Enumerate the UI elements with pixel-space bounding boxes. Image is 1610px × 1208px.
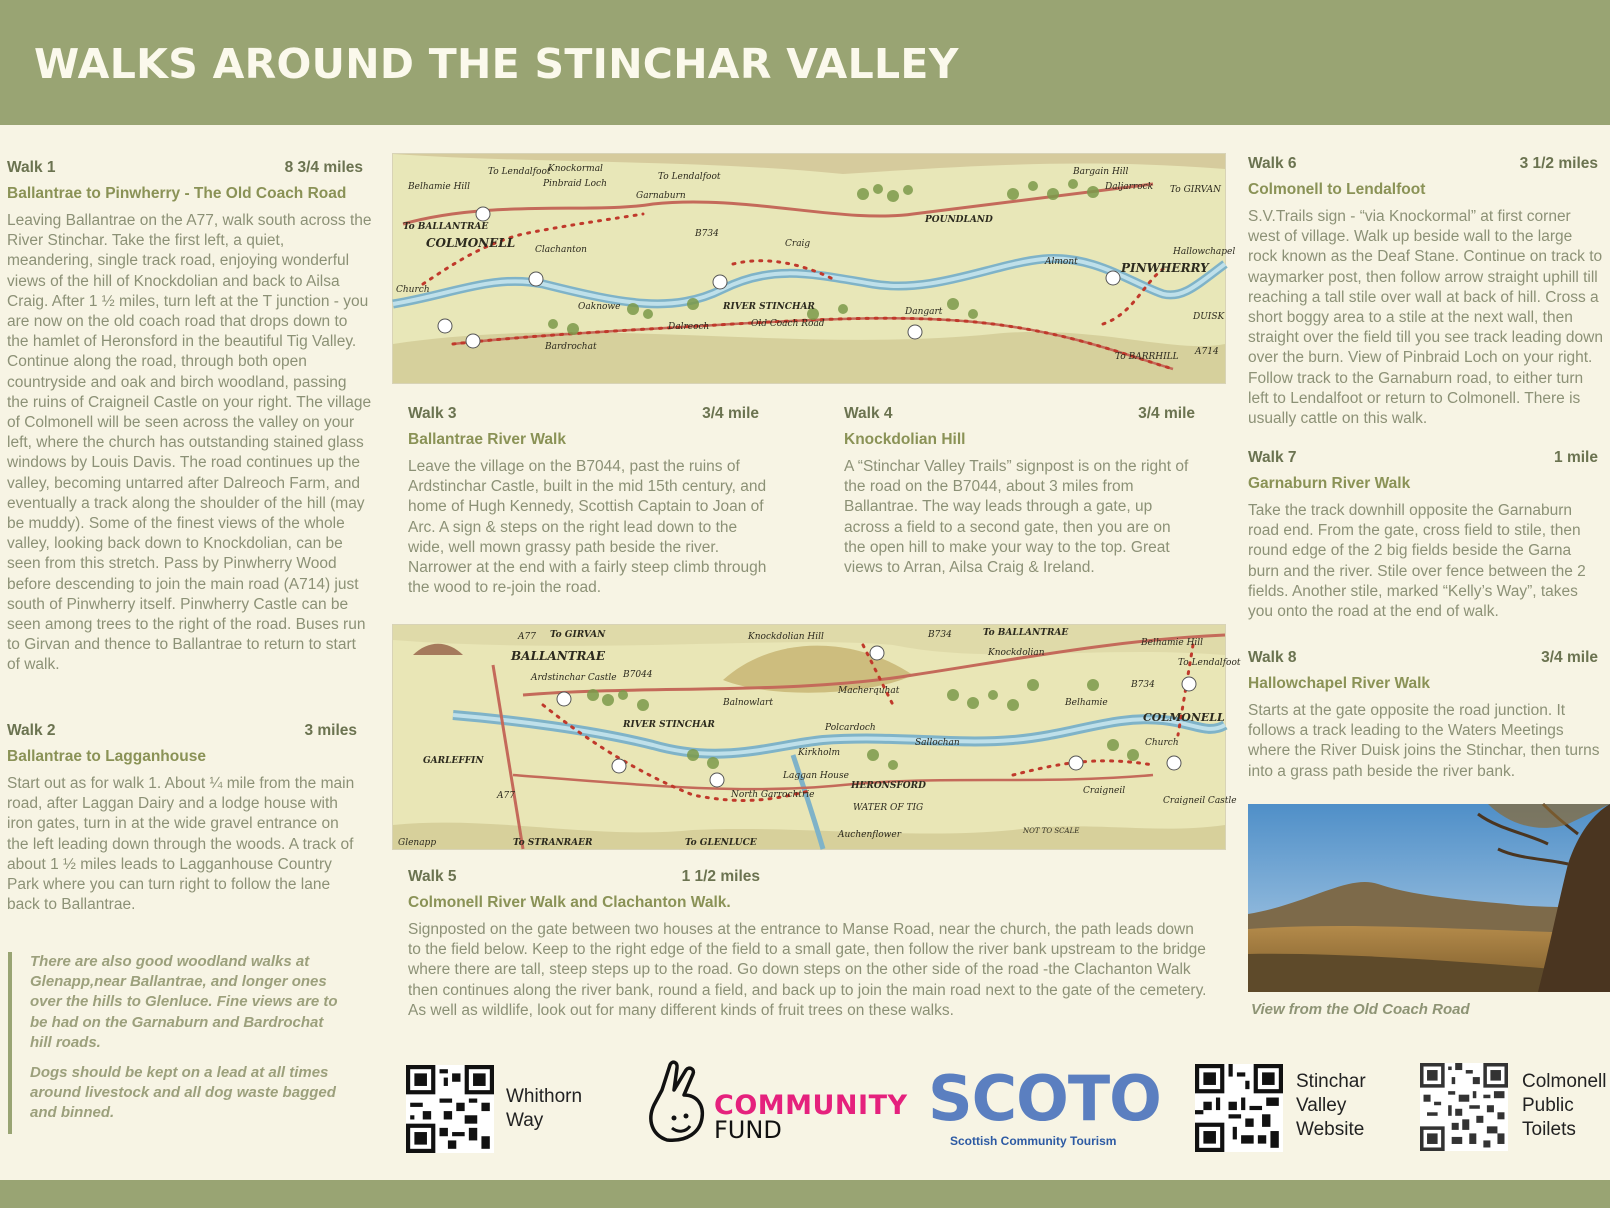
walk-4 — [844, 405, 1195, 578]
walk-distance: 3/4 mile — [702, 405, 759, 422]
map-label: Pinbraid Loch — [543, 179, 607, 189]
map-label: To Lendalfoot — [488, 167, 551, 177]
map-label: To GIRVAN — [1170, 185, 1222, 195]
walk-title: Ballantrae to Lagganhouse — [7, 748, 206, 765]
walk-title: Garnaburn River Walk — [1248, 475, 1411, 492]
map-label: Macherquhat — [838, 686, 900, 696]
photo-old-coach-road — [1248, 804, 1610, 992]
map-label: Belhamie — [1065, 698, 1108, 708]
walk-distance: 8 3/4 miles — [284, 159, 363, 176]
walk-title: Colmonell to Lendalfoot — [1248, 181, 1426, 198]
map-label: NOT TO SCALE — [1023, 827, 1080, 835]
map-label: DUISK — [1193, 312, 1225, 322]
map-label: COLMONELL — [1143, 711, 1225, 724]
walk-5 — [408, 868, 1207, 1021]
map-label: BALLANTRAE — [511, 649, 605, 663]
map-label: Clachanton — [535, 245, 587, 255]
map-label: To STRANRAER — [513, 838, 593, 848]
map-label: A77 — [518, 632, 536, 642]
walk-body: A “Stinchar Valley Trails” signpost is on the right of the road on the B7044, about 3 miles from Ballantrae. The way leads through a gate, up across a field to a second gate, then you are on the open hill to make your way to the top. Great views to Arran, Ailsa Craig & Ireland. — [844, 458, 1189, 577]
fund-text: FUND — [714, 1116, 782, 1144]
walk-body: Leaving Ballantrae on the A77, walk south across the River Stinchar. Take the first left, a quiet, meandering, single track road, enjoying wonderful views of the hill of Knockdolian and back to Ailsa Craig. After 1 ½ miles, turn left at the T junction - you are now on the old coach road that drops down to the hamlet of Heronsford in the beautiful Tig Valley. Continue along the road, through both open countryside and oak and birch woodland, passing the ruins of Craigneil Castle on your right. The village of Colmonell will be seen across the valley on your left, where the church has outstanding stained glass windows by Louis Davis. The road continues up the valley, becoming untarred after Dalreoch Farm, and eventually a track along the shoulder of the hill (may be muddy). Some of the finest views of the whole valley, looking back down to Knockdolian, can be seen from this stretch. Pass by Pinwherry Wood before descending to join the main road (A714) just south of Pinwherry itself. Pinwherry Castle can be seen among trees to the right of the road. Buses run to Girvan and thence to Ballantrae to return to start of walk. — [7, 212, 372, 674]
colmonell-public-toilets-label: Colmonell Public Toilets — [1522, 1071, 1607, 1140]
map-label: Craigneil — [1083, 786, 1126, 796]
walk-body: Leave the village on the B7044, past the ruins of Ardstinchar Castle, built in the mid 15th century, and home of Hugh Kennedy, Scottish Captain to Joan of Arc. A sign & steps on the right lead down to the wide, well mown grassy path beside the river. Narrower at the end with a fairly steep climb through the wood to re-join the road. — [408, 458, 767, 597]
map-label: HERONSFORD — [851, 781, 926, 791]
map-label: B734 — [695, 229, 719, 239]
map-label: Church — [1145, 738, 1179, 748]
community-fund-logo — [642, 1060, 908, 1144]
walk-title: Knockdolian Hill — [844, 431, 966, 448]
map-label: B734 — [928, 630, 952, 640]
walk-distance: 1 mile — [1554, 449, 1598, 466]
walk-7 — [1248, 449, 1598, 622]
map-label: Kirkholm — [798, 748, 840, 758]
map-label: Old Coach Road — [751, 319, 825, 329]
map-label: COLMONELL — [426, 236, 516, 250]
footer-bar — [0, 1180, 1610, 1208]
whithorn-way-label: Whithorn Way — [506, 1086, 583, 1131]
walk-body: Take the track downhill opposite the Garnaburn road end. From the gate, cross field to stile, then round edge of the 2 big fields beside the Garna burn and the river. Stile over fence between the 2 fields. Another stile, marked “Kelly’s Way”, takes you onto the road at the end of walk. — [1248, 502, 1586, 621]
map-label: Hallowchapel — [1173, 247, 1236, 257]
map-label: Belhamie Hill — [408, 182, 471, 192]
map-label: Knockormal — [548, 164, 603, 174]
walk-distance: 3/4 mile — [1138, 405, 1195, 422]
walk-distance: 1 1/2 miles — [681, 868, 760, 885]
scoto-subtitle: Scottish Community Tourism — [950, 1134, 1117, 1148]
walk-title: Hallowchapel River Walk — [1248, 675, 1431, 692]
stinchar-valley-website-label: Stinchar Valley Website — [1296, 1071, 1366, 1140]
walk-label: Walk 5 — [408, 868, 457, 885]
map-label: Church — [396, 285, 430, 295]
map-label: A77 — [497, 791, 515, 801]
walk-label: Walk 6 — [1248, 155, 1297, 172]
map-label: To BALLANTRAE — [403, 222, 489, 232]
map-label: Garnaburn — [636, 191, 686, 201]
map-label: Almont — [1045, 257, 1078, 267]
walk-label: Walk 3 — [408, 405, 457, 422]
walk-distance: 3/4 mile — [1541, 649, 1598, 666]
map-label: PINWHERRY — [1121, 261, 1209, 275]
walk-body: S.V.Trails sign - “via Knockormal” at first corner west of village. Walk up beside wall to the large rock known as the Deaf Stane. Continue on track to waymarker post, then follow arrow straight uphill till reaching a tall stile over wall at back of hill. Cross a short boggy area to a stile at the next wall, then straight over the field till you see track leading down over the burn. View of Pinbraid Loch on your right. Follow track to the Garnaburn road, to either turn left to Lendalfoot or return to Colmonell. There is usually cattle on this walk. — [1248, 208, 1603, 428]
map-label: Knockdolian — [988, 648, 1045, 658]
map-label: To BARRHILL — [1115, 352, 1179, 362]
map-label: Bardrochat — [545, 342, 597, 352]
map-label: Glenapp — [398, 838, 437, 848]
map-label: To Lendalfoot — [658, 172, 721, 182]
map-label: Laggan House — [783, 771, 849, 781]
map-upper — [392, 153, 1236, 384]
map-label: A714 — [1195, 347, 1219, 357]
walk-distance: 3 1/2 miles — [1519, 155, 1598, 172]
header-bar — [0, 0, 1610, 125]
map-label: Craig — [785, 239, 811, 249]
map-label: Belhamie Hill — [1141, 638, 1204, 648]
community-text: COMMUNITY — [714, 1090, 908, 1121]
notes-box — [8, 952, 340, 1134]
map-label: To GLENLUCE — [685, 838, 757, 848]
walk-6 — [1248, 155, 1603, 429]
walk-title: Colmonell River Walk and Clachanton Walk. — [408, 894, 731, 911]
walk-label: Walk 2 — [7, 722, 56, 739]
map-label: Polcardoch — [825, 723, 876, 733]
walk-2 — [7, 722, 357, 915]
map-label: Bargain Hill — [1073, 167, 1129, 177]
map-label: B7044 — [623, 670, 653, 680]
note-dogs: Dogs should be kept on a lead at all times around livestock and all dog waste bagged and binned. — [30, 1064, 336, 1122]
scoto-wordmark: SCOTO — [928, 1062, 1161, 1135]
map-label: To GIRVAN — [550, 630, 606, 640]
map-label: To BALLANTRAE — [983, 628, 1069, 638]
map-label: Craigneil Castle — [1163, 796, 1237, 806]
walk-1 — [7, 159, 372, 676]
map-label: POUNDLAND — [925, 215, 993, 225]
page-title: WALKS AROUND THE STINCHAR VALLEY — [34, 40, 959, 88]
walk-label: Walk 8 — [1248, 649, 1297, 666]
map-label: RIVER STINCHAR — [723, 302, 815, 312]
walk-body: Start out as for walk 1. About ¼ mile from the main road, after Laggan Dairy and a lodge house with iron gates, turn in at the wide gravel entrance on the left leading down through the woods. A track of about 1 ½ miles leads to Lagganhouse Country Park where you can turn right to follow the lane back to Ballantrae. — [7, 775, 355, 914]
walk-3 — [408, 405, 767, 598]
map-label: GARLEFFIN — [423, 756, 484, 766]
map-label: Daljarrock — [1105, 182, 1154, 192]
map-label: North Garrochtrie — [731, 790, 815, 800]
walk-body: Signposted on the gate between two houses at the entrance to Manse Road, near the church, the path leads down to the field below. Keep to the right edge of the field to a small gate, then follow the river bank upstream to the bridge where there are tall, steep steps up to the road. Go down steps on the other side of the road -the Clachanton Walk then continues along the river bank, round a field, and back up to join the main road next to the gate of the cemetery. As well as wildlife, look out for many different kinds of fruit trees on these walks. — [408, 921, 1207, 1019]
walk-distance: 3 miles — [304, 722, 357, 739]
walk-8 — [1248, 649, 1598, 782]
walk-label: Walk 1 — [7, 159, 56, 176]
map-label: Dalreoch — [668, 322, 710, 332]
map-upper-drawing — [393, 154, 1236, 383]
map-label: Knockdolian Hill — [748, 632, 824, 642]
map-label: RIVER STINCHAR — [623, 720, 715, 730]
map-label: To Lendalfoot — [1178, 658, 1241, 668]
map-label: B734 — [1131, 680, 1155, 690]
map-label: Sallochan — [915, 738, 960, 748]
note-woodland: There are also good woodland walks at Glenapp,near Ballantrae, and longer ones over the hills to Glenluce. Fine views are to be had on the Garnaburn and Bardrochat hill roads. — [30, 953, 338, 1051]
map-label: Dangart — [905, 307, 943, 317]
scoto-logo — [928, 1062, 1161, 1156]
map-label: Auchenflower — [838, 830, 902, 840]
map-label: Balnowlart — [723, 698, 773, 708]
walk-label: Walk 7 — [1248, 449, 1297, 466]
map-label: Oaknowe — [578, 302, 621, 312]
map-label: Ardstinchar Castle — [531, 673, 617, 683]
photo-caption: View from the Old Coach Road — [1251, 1001, 1470, 1018]
qr-code-stinchar-valley[interactable] — [1195, 1064, 1283, 1152]
walk-label: Walk 4 — [844, 405, 893, 422]
qr-code-colmonell-toilets[interactable] — [1420, 1063, 1508, 1151]
map-lower-drawing — [393, 625, 1241, 849]
walk-title: Ballantrae to Pinwherry - The Old Coach Road — [7, 185, 347, 202]
walk-title: Ballantrae River Walk — [408, 431, 566, 448]
map-lower — [392, 624, 1241, 850]
crossed-fingers-icon — [642, 1060, 722, 1144]
walk-body: Starts at the gate opposite the road junction. It follows a track leading to the Waters Meetings where the River Duisk joins the Stinchar, then turns into a grass path beside the river bank. — [1248, 702, 1600, 780]
qr-code-whithorn[interactable] — [406, 1065, 494, 1153]
map-label: WATER OF TIG — [853, 803, 924, 813]
